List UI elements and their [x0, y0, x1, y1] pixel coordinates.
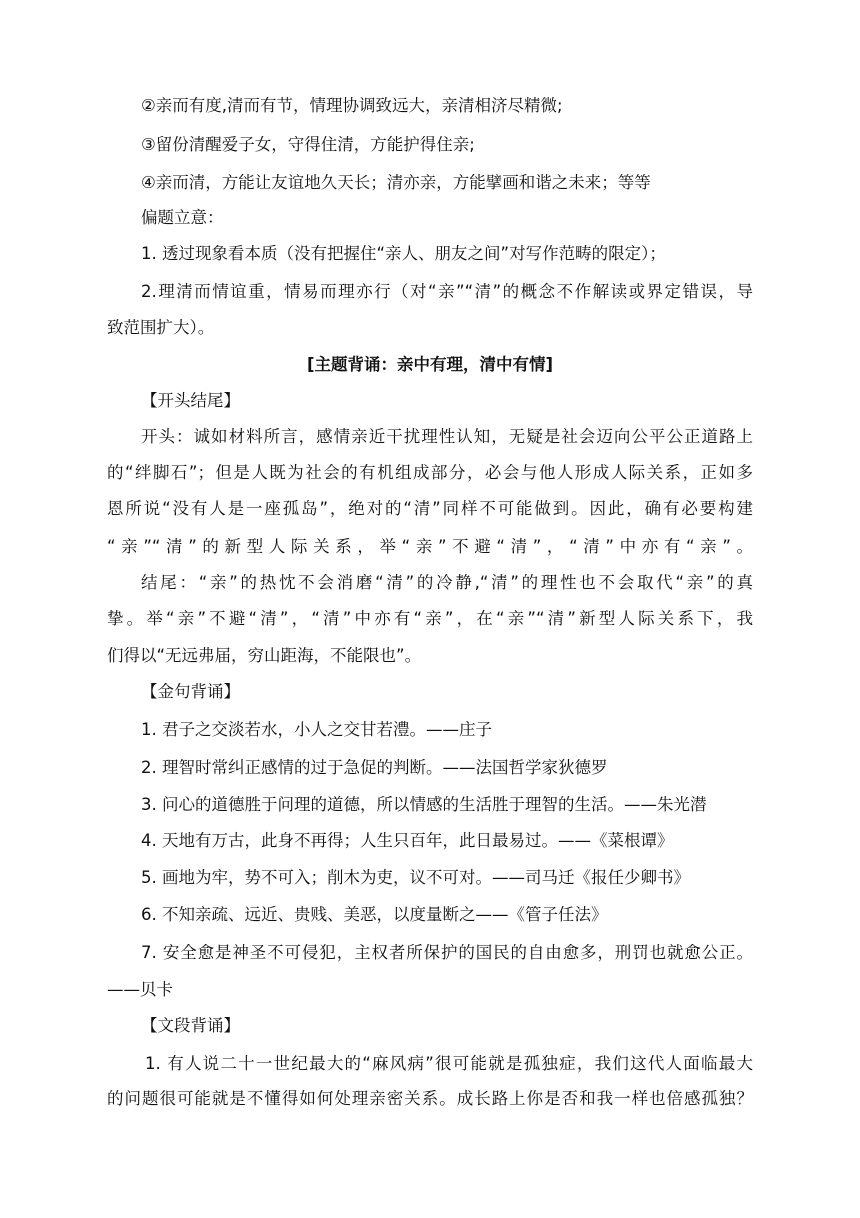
paragraph-line: “亲”“清”的新型人际关系，举“亲”不避“清”，“清”中亦有“亲”。	[107, 537, 753, 556]
paragraph-line: 们得以“无远弗届，穷山距海，不能限也”。	[107, 646, 422, 665]
paragraph-line: 开头：诚如材料所言，感情亲近干扰理性认知，无疑是社会迈向公平公正道路上	[141, 427, 753, 446]
paragraph-line: ④亲而清，方能让友谊地久天长；清亦亲，方能擘画和谐之未来；等等	[141, 173, 651, 192]
section-heading: 【文段背诵】	[141, 1016, 240, 1035]
quote-item: 1. 君子之交淡若水，小人之交甘若澧。——庄子	[141, 720, 492, 739]
quote-item: 7. 安全愈是神圣不可侵犯，主权者所保护的国民的自由愈多，刑罚也就愈公正。	[141, 943, 753, 962]
paragraph-line: 1. 有人说二十一世纪最大的“麻风病”很可能就是孤独症，我们这代人面临最大	[145, 1054, 753, 1073]
section-heading: 偏题立意：	[141, 208, 224, 227]
paragraph-line: ③留份清醒爱子女，守得住清，方能护得住亲;	[141, 135, 475, 154]
section-heading: 【开头结尾】	[141, 391, 240, 410]
section-title: [主题背诵：亲中有理，清中有情]	[306, 355, 554, 374]
paragraph-line: 挚。举“亲”不避“清”，“清”中亦有“亲”，在“亲”“清”新型人际关系下，我	[107, 609, 753, 628]
paragraph-line: 的“绊脚石”；但是人既为社会的有机组成部分，必会与他人形成人际关系，正如多	[107, 463, 753, 482]
section-heading: 【金句背诵】	[141, 682, 240, 701]
quote-item: 6. 不知亲疏、远近、贵贱、美恶，以度量断之——《管子任法》	[141, 905, 608, 924]
quote-item: 3. 问心的道德胜于问理的道德，所以情感的生活胜于理智的生活。——朱光潜	[141, 795, 707, 814]
paragraph-line: 恩所说“没有人是一座孤岛”，绝对的“清”同样不可能做到。因此，确有必要构建	[107, 499, 753, 518]
quote-author: ——贝卡	[107, 980, 173, 999]
paragraph-line: 结尾：“亲”的热忱不会消磨“清”的冷静,“清”的理性也不会取代“亲”的真	[141, 573, 753, 592]
paragraph-line: ②亲而有度,清而有节，情理协调致远大，亲清相济尽精微;	[141, 96, 563, 115]
list-item: 1. 透过现象看本质（没有把握住“亲人、朋友之间”对写作范畴的限定）；	[141, 244, 666, 263]
quote-item: 2. 理智时常纠正感情的过于急促的判断。——法国哲学家狄德罗	[141, 758, 608, 777]
quote-item: 5. 画地为牢，势不可入；削木为吏，议不可对。——司马迁《报任少卿书》	[141, 868, 690, 887]
list-item: 2.理清而情谊重，情易而理亦行（对“亲”“清”的概念不作解读或界定错误，导	[141, 282, 753, 301]
quote-item: 4. 天地有万古，此身不再得；人生只百年，此日最易过。——《菜根谭》	[141, 831, 674, 850]
paragraph-line: 的问题很可能就是不懂得如何处理亲密关系。成长路上你是否和我一样也倍感孤独？	[107, 1089, 753, 1108]
paragraph-line: 致范围扩大）。	[107, 318, 215, 337]
